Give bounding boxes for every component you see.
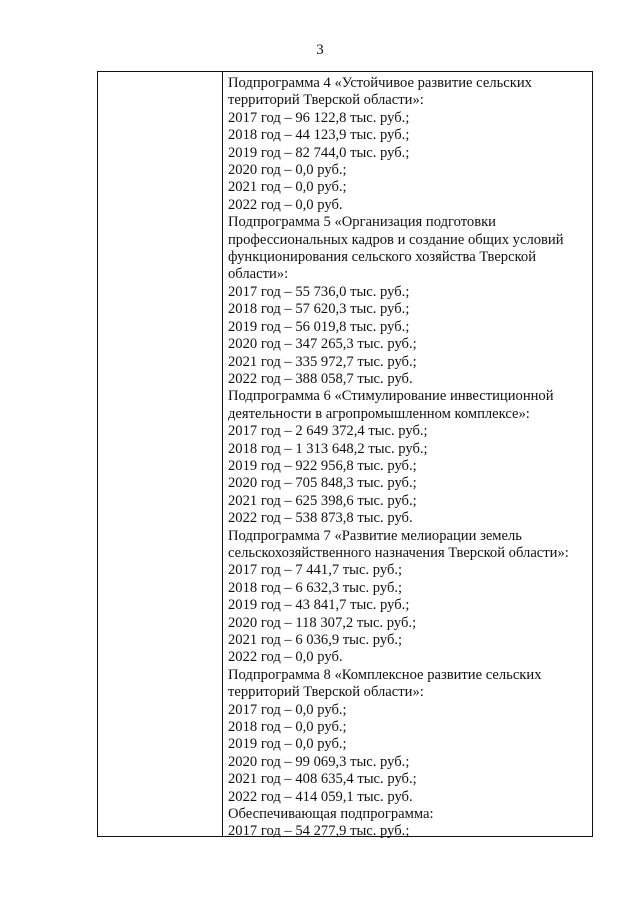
text-line: 2017 год – 7 441,7 тыс. руб.; [228,562,403,579]
text-line: 2018 год – 1 313 648,2 тыс. руб.; [228,440,428,457]
text-line: территорий Тверской области»: [228,92,424,109]
text-line: 2020 год – 99 069,3 тыс. руб.; [228,753,410,770]
text-line: 2017 год – 55 736,0 тыс. руб.; [228,283,410,300]
text-line: Подпрограмма 6 «Стимулирование инвестиционной [228,388,554,405]
text-line: 2019 год – 922 956,8 тыс. руб.; [228,457,417,474]
text-line: Подпрограмма 7 «Развитие мелиорации земель [228,527,522,544]
text-line: 2019 год – 56 019,8 тыс. руб.; [228,318,410,335]
text-line: 2021 год – 0,0 руб.; [228,179,347,196]
text-line: Обеспечивающая подпрограмма: [228,806,434,823]
text-line: 2018 год – 57 620,3 тыс. руб.; [228,301,410,318]
text-line: 2020 год – 705 848,3 тыс. руб.; [228,475,417,492]
text-line: 2022 год – 0,0 руб. [228,196,343,213]
page-number: 3 [316,42,324,58]
text-line: 2021 год – 625 398,6 тыс. руб.; [228,492,417,509]
text-line: 2019 год – 0,0 руб.; [228,736,347,753]
text-line: деятельности в агропромышленном комплексе»: [228,405,530,422]
text-line: профессиональных кадров и создание общих условий [228,231,564,248]
text-line: 2017 год – 96 122,8 тыс. руб.; [228,109,410,126]
text-line: 2021 год – 408 635,4 тыс. руб.; [228,771,417,788]
text-line: 2020 год – 0,0 руб.; [228,162,347,179]
text-line: 2019 год – 43 841,7 тыс. руб.; [228,597,410,614]
text-line: 2021 год – 6 036,9 тыс. руб.; [228,632,403,648]
text-line: сельскохозяйственного назначения Тверской области»: [228,544,569,561]
text-line: функционирования сельского хозяйства Тверской [228,249,537,266]
text-line: Подпрограмма 4 «Устойчивое развитие сельских [228,75,532,91]
text-line: 2017 год – 2 649 372,4 тыс. руб.; [228,423,428,440]
text-line: 2018 год – 44 123,9 тыс. руб.; [228,127,410,144]
table-right-cell [228,75,590,841]
table-left-cell [98,72,223,836]
text-line: 2022 год – 0,0 руб. [228,649,343,666]
text-line: 2022 год – 388 058,7 тыс. руб. [228,370,413,387]
text-line: 2022 год – 414 059,1 тыс. руб. [228,788,413,805]
text-line: 2022 год – 538 873,8 тыс. руб. [228,510,413,527]
text-line: Подпрограмма 5 «Организация подготовки [228,214,496,231]
text-line: Подпрограмма 8 «Комплексное развитие сельских [228,666,542,683]
text-line: 2020 год – 347 265,3 тыс. руб.; [228,336,417,353]
text-line: 2017 год – 0,0 руб.; [228,701,347,718]
financing-table [97,71,593,840]
text-line: 2017 год – 54 277,9 тыс. руб.; [228,823,410,840]
text-line: 2020 год – 118 307,2 тыс. руб.; [228,614,417,631]
text-line: 2018 год – 0,0 руб.; [228,719,347,736]
text-line: 2021 год – 335 972,7 тыс. руб.; [228,353,417,370]
text-line: территорий Тверской области»: [228,684,424,701]
text-line: 2019 год – 82 744,0 тыс. руб.; [228,144,410,161]
text-line: 2018 год – 6 632,3 тыс. руб.; [228,579,403,596]
text-line: области»: [228,266,289,283]
